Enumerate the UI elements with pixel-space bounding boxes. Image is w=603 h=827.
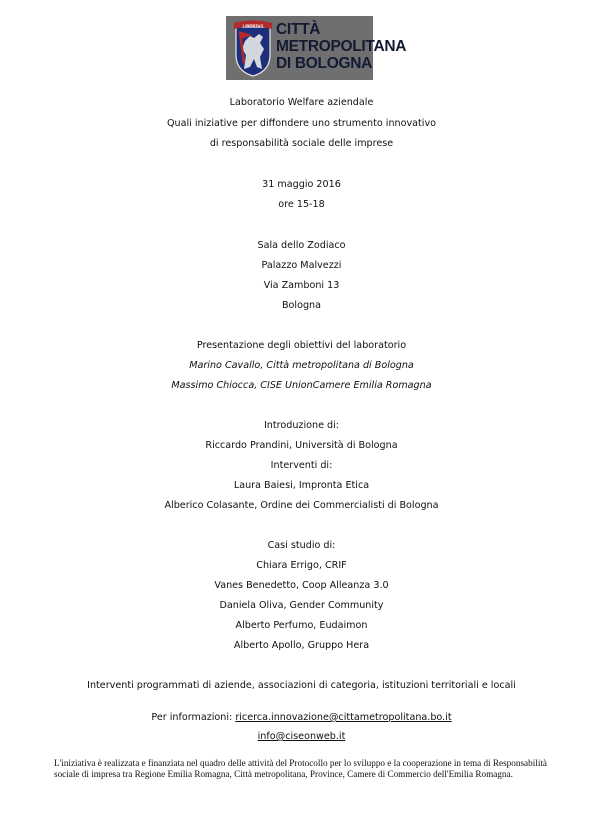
interventions-heading: Interventi di:: [270, 460, 333, 471]
footer-note: L'iniziativa è realizzata e finanziata nel quadro delle attività del Protocollo per lo sviluppo e la cooperazione in tema di Responsabilità sociale di impresa tra Regione Emilia Romagna, Città metropolitana, Province, Camere di Commercio dell'Emilia Romagna.: [54, 758, 548, 780]
venue-city: Bologna: [281, 300, 322, 311]
case-study-speaker: Vanes Benedetto, Coop Alleanza 3.0: [214, 580, 389, 591]
intervention-speaker: Laura Baiesi, Impronta Etica: [233, 480, 370, 491]
introduction-speaker: Riccardo Prandini, Università di Bologna: [205, 440, 398, 451]
event-subtitle: Quali iniziative per diffondere uno strumento innovativo: [166, 118, 437, 129]
intervention-speaker: Alberico Colasante, Ordine dei Commercialisti di Bologna: [164, 500, 439, 511]
venue-building: Palazzo Malvezzi: [261, 260, 342, 271]
logo-citta-metropolitana-bologna: [226, 16, 407, 80]
presentation-speaker: Massimo Chiocca, CISE UnionCamere Emilia Romagna: [171, 380, 432, 391]
case-study-speaker: Alberto Apollo, Gruppo Hera: [233, 640, 370, 651]
case-study-speaker: Daniela Oliva, Gender Community: [219, 600, 384, 611]
event-title: Laboratorio Welfare aziendale: [229, 97, 374, 108]
venue-street: Via Zamboni 13: [263, 280, 340, 291]
logo-text: [276, 21, 407, 72]
contact-line: [0, 712, 603, 724]
case-study-speaker: Chiara Errigo, CRIF: [256, 560, 347, 571]
contact-line-secondary: [0, 731, 603, 743]
contact-email-link[interactable]: ricerca.innovazione@cittametropolitana.bo.it: [235, 712, 452, 723]
logo-line: CITTÀ: [276, 21, 321, 38]
event-subtitle-continued: di responsabilità sociale delle imprese: [209, 138, 394, 149]
venue-room: Sala dello Zodiaco: [257, 240, 346, 251]
contact-label: Per informazioni:: [151, 712, 236, 723]
logo-banner-text: LIBERTAS: [242, 23, 264, 29]
coat-of-arms-icon: [232, 19, 274, 77]
logo-line: METROPOLITANA: [276, 38, 407, 55]
case-studies-heading: Casi studio di:: [267, 540, 336, 551]
event-date: 31 maggio 2016: [262, 179, 341, 190]
logo-line: DI BOLOGNA: [276, 55, 373, 72]
event-time: ore 15-18: [278, 199, 325, 210]
presentation-heading: Presentazione degli obiettivi del laboratorio: [196, 340, 407, 351]
program-note: Interventi programmati di aziende, associazioni di categoria, istituzioni territoriali e locali: [87, 680, 516, 691]
contact-email-link[interactable]: info@ciseonweb.it: [257, 731, 346, 742]
case-study-speaker: Alberto Perfumo, Eudaimon: [235, 620, 368, 631]
introduction-heading: Introduzione di:: [263, 420, 340, 431]
presentation-speaker: Marino Cavallo, Città metropolitana di Bologna: [189, 360, 414, 371]
